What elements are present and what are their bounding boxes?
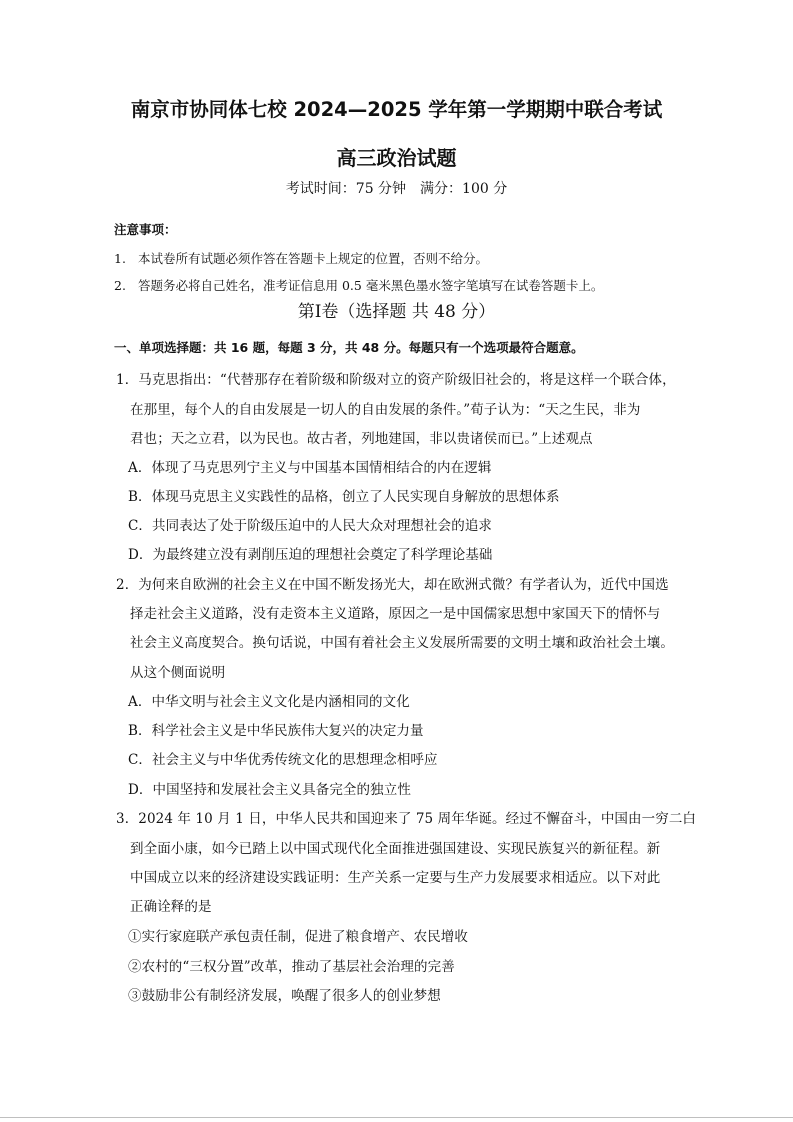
question-2-option-b: B．科学社会主义是中华民族伟大复兴的决定力量 [128, 723, 424, 739]
notice-item-number: 1. [114, 251, 126, 266]
section-title: 第Ⅰ卷（选择题 共 48 分） [297, 302, 496, 322]
question-1-stem: 君也；天之立君，以为民也。故古者，列地建国，非以贵诸侯而已。”上述观点 [130, 431, 593, 447]
question-3-stem: 到全面小康，如今已踏上以中国式现代化全面推进强国建设、实现民族复兴的新征程。新 [130, 841, 661, 857]
question-1-option-c: C．共同表达了处于阶级压迫中的人民大众对理想社会的追求 [128, 518, 493, 534]
exam-info: 考试时间：75 分钟 满分：100 分 [285, 181, 508, 197]
notice-item [114, 249, 488, 267]
question-1-option-b: B．体现马克思主义实践性的品格，创立了人民实现自身解放的思想体系 [128, 489, 560, 505]
question-3-stem: 正确诠释的是 [130, 899, 212, 915]
notice-item [114, 276, 603, 294]
question-3-statement-3: ③鼓励非公有制经济发展，唤醒了很多人的创业梦想 [128, 988, 441, 1004]
notice-item-text: 本试卷所有试题必须作答在答题卡上规定的位置，否则不给分。 [138, 251, 489, 266]
question-2-option-d: D．中国坚持和发展社会主义具备完全的独立性 [128, 782, 411, 798]
question-2-option-a: A．中华文明与社会主义文化是内涵相同的文化 [128, 694, 410, 710]
question-1-stem: 在那里，每个人的自由发展是一切人的自由发展的条件。”荀子认为：“天之生民，非为 [130, 402, 641, 418]
question-3-stem: 中国成立以来的经济建设实践证明：生产关系一定要与生产力发展要求相适应。以下对此 [130, 870, 661, 886]
section-instruction: 一、单项选择题：共 16 题，每题 3 分，共 48 分。每题只有一个选项最符合题意。 [114, 340, 584, 355]
question-1-option-d: D．为最终建立没有剥削压迫的理想社会奠定了科学理论基础 [128, 547, 493, 563]
subject-title: 高三政治试题 [336, 146, 457, 170]
notice-item-number: 2. [114, 278, 126, 293]
question-1-stem: 1．马克思指出：“代替那存在着阶级和阶级对立的资产阶级旧社会的，将是这样一个联合体， [116, 372, 676, 388]
notice-heading: 注意事项： [114, 222, 177, 237]
question-3-statement-2: ②农村的“三权分置”改革，推动了基层社会治理的完善 [128, 959, 455, 975]
question-3-stem: 3．2024 年 10 月 1 日，中华人民共和国迎来了 75 周年华诞。经过不懈奋斗，中国由一穷二白 [116, 811, 697, 827]
notice-item-text: 答题务必将自己姓名，准考证信息用 0.5 毫米黑色墨水签字笔填写在试卷答题卡上。 [138, 278, 604, 293]
question-2-stem: 2．为何来自欧洲的社会主义在中国不断发扬光大，却在欧洲式微？有学者认为，近代中国选 [116, 577, 669, 593]
exam-title: 南京市协同体七校 2024—2025 学年第一学期期中联合考试 [130, 98, 663, 121]
question-1-option-a: A．体现了马克思列宁主义与中国基本国情相结合的内在逻辑 [128, 460, 492, 476]
question-2-stem: 从这个侧面说明 [130, 665, 226, 681]
question-3-statement-1: ①实行家庭联产承包责任制，促进了粮食增产、农民增收 [128, 929, 468, 945]
question-2-stem: 择走社会主义道路，没有走资本主义道路，原因之一是中国儒家思想中家国天下的情怀与 [130, 606, 661, 622]
question-2-option-c: C．社会主义与中华优秀传统文化的思想理念相呼应 [128, 752, 438, 768]
question-2-stem: 社会主义高度契合。换句话说，中国有着社会主义发展所需要的文明土壤和政治社会土壤。 [130, 635, 674, 651]
page-bottom-rule [0, 1117, 793, 1118]
